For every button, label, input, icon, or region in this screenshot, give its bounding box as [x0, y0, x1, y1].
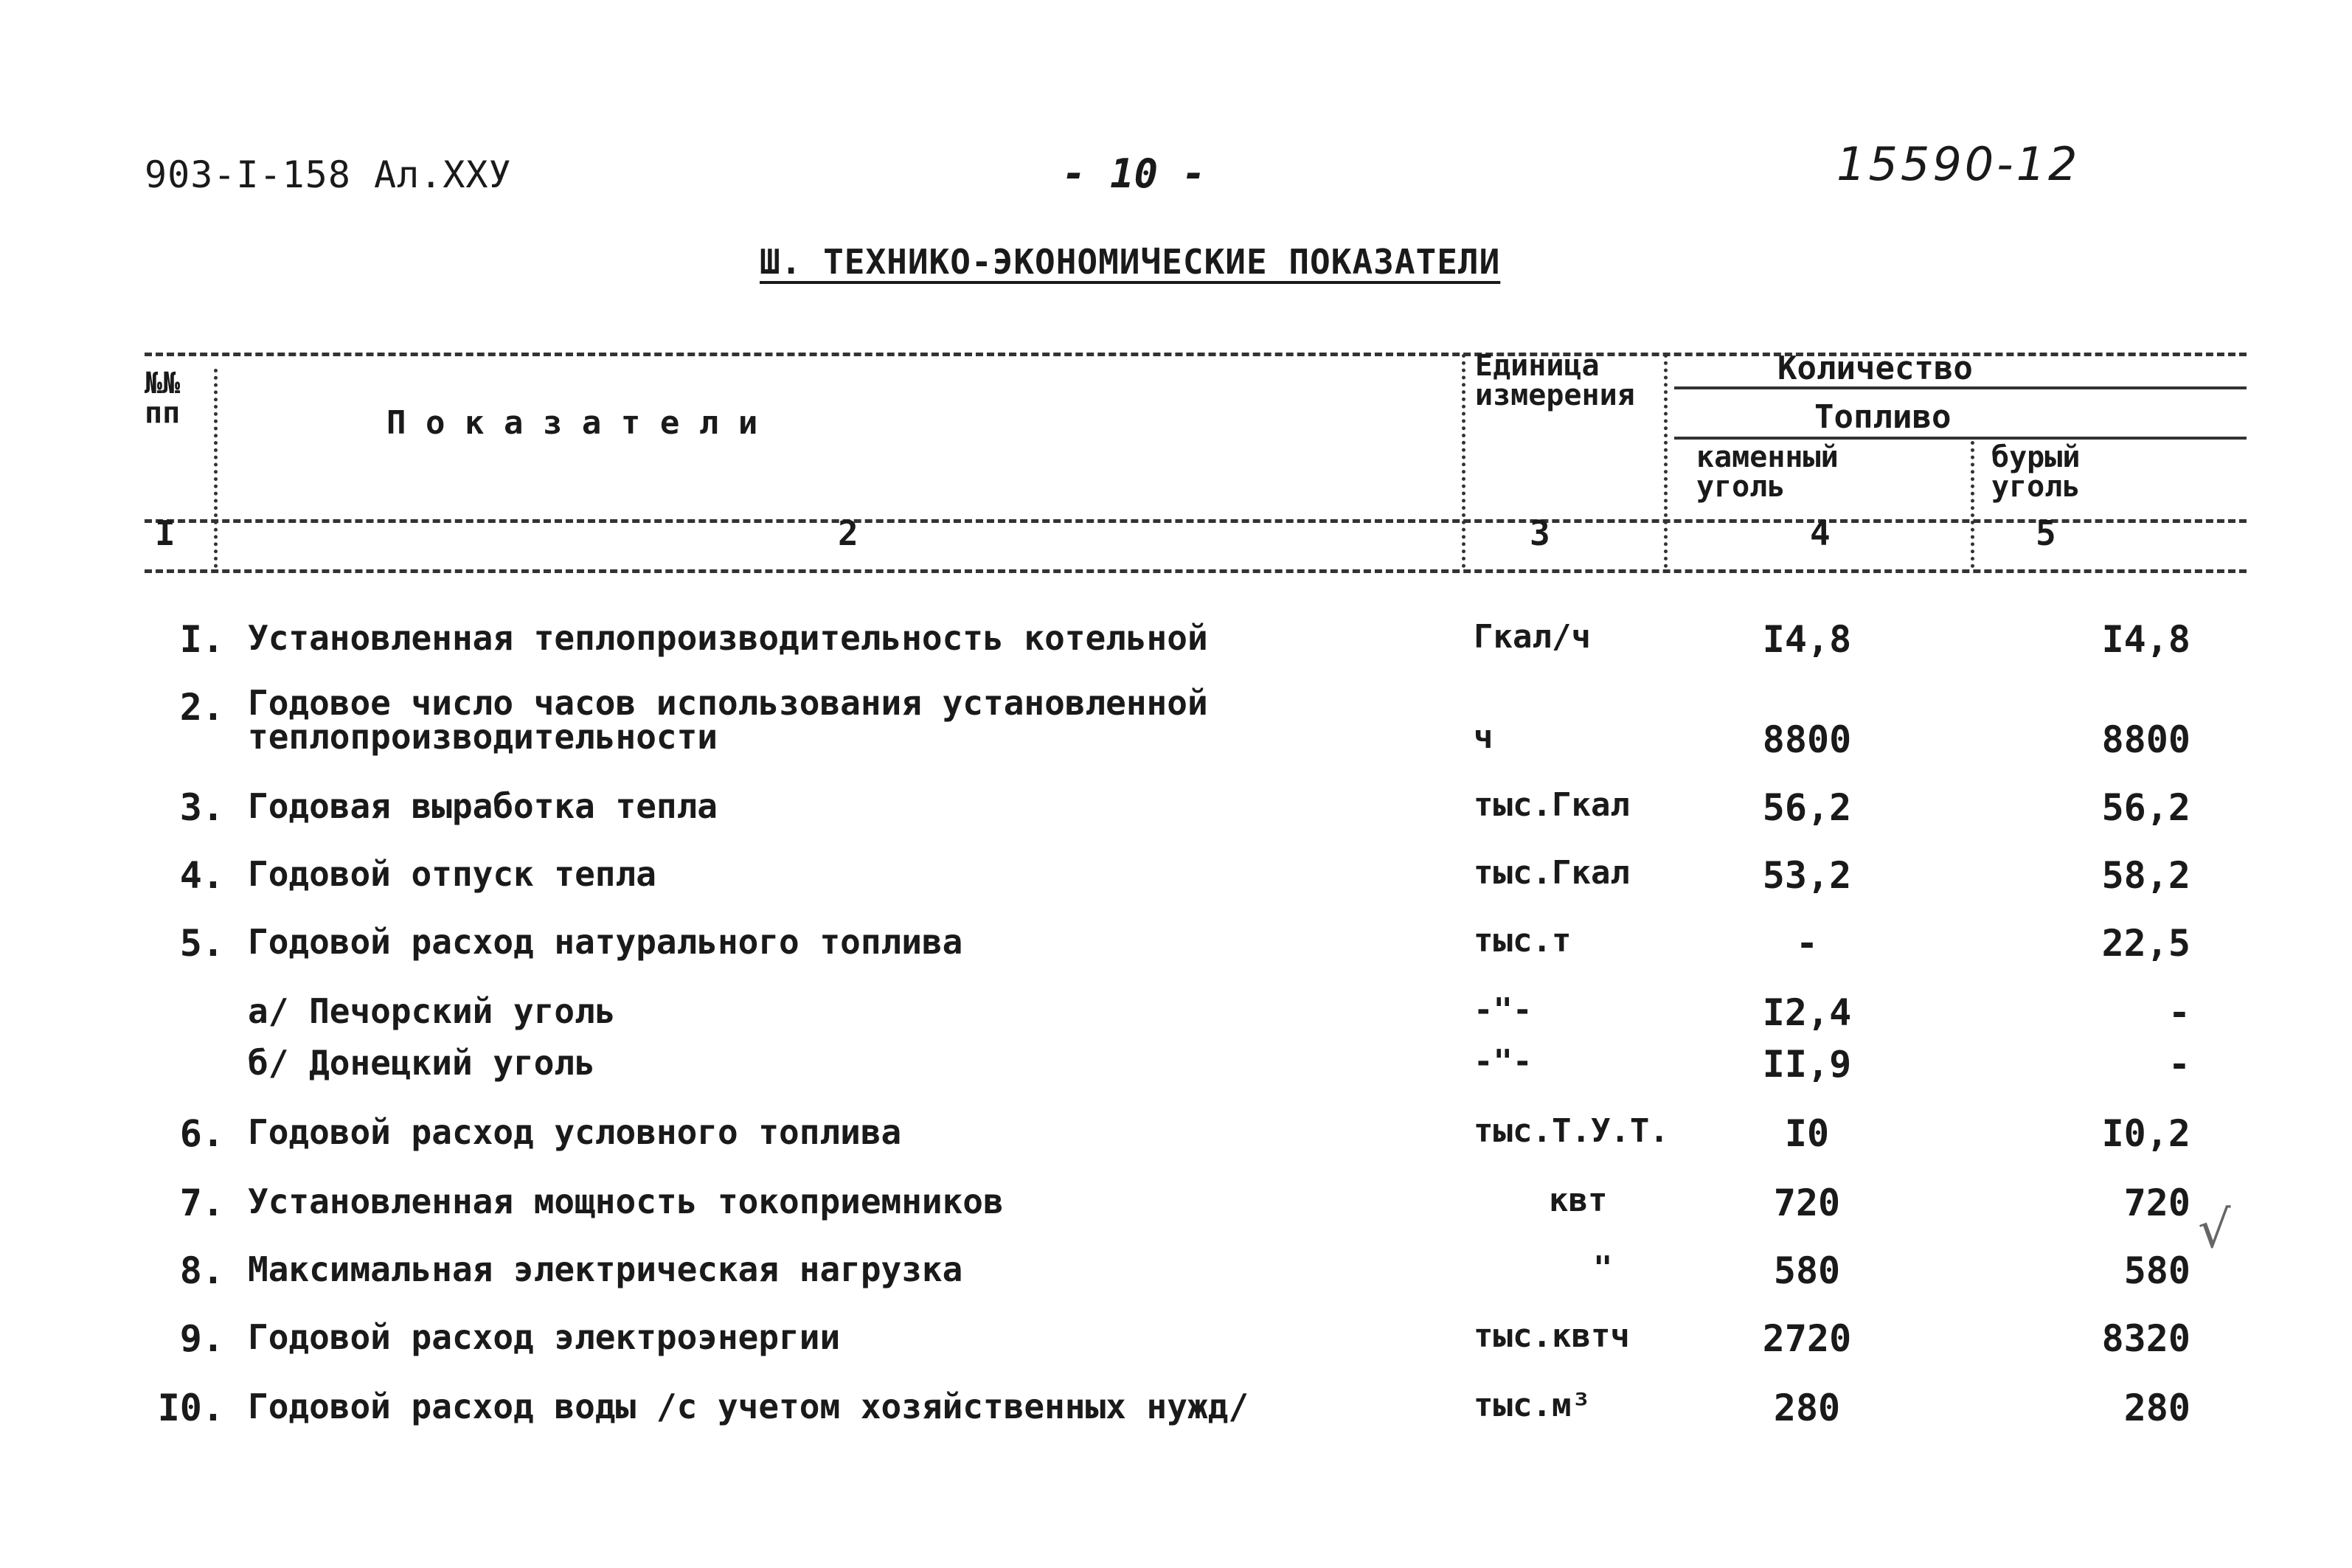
row-hard-coal-value: 280 — [1773, 1387, 1841, 1429]
row-number: 2. — [179, 686, 224, 729]
col-divider-4 — [1971, 441, 1974, 568]
row-brown-coal-value: 8800 — [2101, 718, 2190, 761]
row-brown-coal-value: 580 — [2123, 1249, 2190, 1292]
row-number: 5. — [179, 922, 224, 965]
row-brown-coal-value: I0,2 — [2101, 1112, 2190, 1155]
table-row — [0, 991, 2352, 1035]
row-label: Годовая выработка тепла — [248, 786, 718, 826]
header-unit: Единица измерения — [1475, 349, 1635, 412]
row-hard-coal-value: 720 — [1773, 1182, 1841, 1224]
row-number: 8. — [179, 1249, 224, 1292]
page-number: - 10 - — [1062, 150, 1207, 197]
row-unit: ч — [1474, 718, 1494, 756]
table-row — [0, 1182, 2352, 1226]
row-hard-coal-value: 580 — [1773, 1249, 1841, 1292]
row-label: Годовой расход электроэнергии — [248, 1317, 841, 1357]
table-row — [0, 854, 2352, 898]
table-row — [0, 786, 2352, 830]
row-hard-coal-value: I4,8 — [1762, 618, 1852, 661]
row-label: а/ Печорский уголь — [248, 991, 616, 1031]
row-label: Установленная теплопроизводительность котельной — [248, 618, 1208, 658]
row-hard-coal-value: 53,2 — [1762, 854, 1852, 897]
row-brown-coal-value: - — [2168, 1043, 2190, 1086]
header-mid-rule — [145, 519, 2247, 523]
row-number: 4. — [179, 854, 224, 897]
row-brown-coal-value: 280 — [2123, 1387, 2190, 1429]
header-indicators: П о к а з а т е л и — [386, 404, 758, 442]
row-number: I0. — [157, 1387, 224, 1429]
column-number-4: 4 — [1810, 513, 1831, 553]
row-brown-coal-value: 22,5 — [2101, 922, 2190, 965]
row-hard-coal-value: I0 — [1784, 1112, 1830, 1155]
row-number: 3. — [179, 786, 224, 829]
row-label: Годовое число часов использования установленной теплопроизводительности — [248, 683, 1208, 757]
column-number-5: 5 — [2036, 513, 2056, 553]
check-mark: √ — [2198, 1199, 2231, 1260]
table-row — [0, 922, 2352, 966]
row-brown-coal-value: 8320 — [2101, 1317, 2190, 1360]
row-brown-coal-value: I4,8 — [2101, 618, 2190, 661]
row-hard-coal-value: 2720 — [1762, 1317, 1852, 1360]
col-divider-2 — [1462, 354, 1465, 568]
row-number: 9. — [179, 1317, 224, 1360]
row-unit: тыс.т — [1474, 922, 1572, 960]
table-row — [0, 683, 2352, 767]
row-unit: Гкал/ч — [1474, 618, 1591, 656]
column-number-2: 2 — [838, 513, 858, 553]
table-row — [0, 1387, 2352, 1431]
inventory-number: 15590-12 — [1836, 137, 2081, 191]
header-fuel: Топливо — [1814, 398, 1952, 436]
header-hard-coal: каменный уголь — [1696, 440, 1839, 504]
header-number: №№ пп — [145, 367, 181, 430]
row-unit: тыс.Гкал — [1474, 854, 1630, 892]
row-brown-coal-value: 720 — [2123, 1182, 2190, 1224]
header-bottom-rule — [145, 569, 2247, 573]
section-title: Ш. ТЕХНИКО-ЭКОНОМИЧЕСКИЕ ПОКАЗАТЕЛИ — [760, 242, 1501, 282]
row-brown-coal-value: 56,2 — [2101, 786, 2190, 829]
row-unit: " — [1593, 1249, 1613, 1287]
row-hard-coal-value: II,9 — [1762, 1043, 1852, 1086]
table-row — [0, 1317, 2352, 1361]
col-divider-3 — [1664, 354, 1668, 568]
row-hard-coal-value: 8800 — [1762, 718, 1852, 761]
header-quantity: Количество — [1777, 350, 1973, 387]
table-row — [0, 1043, 2352, 1087]
column-number-1: I — [155, 513, 176, 553]
row-unit: -"- — [1474, 1043, 1533, 1080]
row-hard-coal-value: I2,4 — [1762, 991, 1852, 1034]
row-brown-coal-value: - — [2168, 991, 2190, 1034]
table-row — [0, 618, 2352, 662]
row-label: б/ Донецкий уголь — [248, 1043, 595, 1083]
row-label: Установленная мощность токоприемников — [248, 1182, 1004, 1221]
table-row — [0, 1249, 2352, 1294]
row-number: 7. — [179, 1182, 224, 1224]
row-number: I. — [179, 618, 224, 661]
row-brown-coal-value: 58,2 — [2101, 854, 2190, 897]
row-hard-coal-value: 56,2 — [1762, 786, 1852, 829]
row-unit: тыс.Т.У.Т. — [1474, 1112, 1669, 1150]
row-unit: тыс.квтч — [1474, 1317, 1630, 1355]
header-brown-coal: бурый уголь — [1991, 440, 2081, 504]
column-number-3: 3 — [1530, 513, 1550, 553]
row-label: Годовой расход условного топлива — [248, 1112, 902, 1152]
row-label: Годовой отпуск тепла — [248, 854, 656, 894]
row-unit: -"- — [1474, 991, 1533, 1029]
subgroup-rule — [1674, 437, 2247, 440]
row-unit: квт — [1549, 1182, 1608, 1219]
row-unit: тыс.м³ — [1474, 1387, 1591, 1424]
row-label: Максимальная электрическая нагрузка — [248, 1249, 963, 1289]
row-label: Годовой расход воды /с учетом хозяйственных нужд/ — [248, 1387, 1249, 1426]
row-unit: тыс.Гкал — [1474, 786, 1630, 824]
table-row — [0, 1112, 2352, 1156]
document-code: 903-I-158 Ал.ХХУ — [145, 153, 512, 196]
row-label: Годовой расход натурального топлива — [248, 922, 963, 962]
col-divider-1 — [214, 369, 218, 568]
row-hard-coal-value: - — [1795, 922, 1819, 965]
row-number: 6. — [179, 1112, 224, 1155]
